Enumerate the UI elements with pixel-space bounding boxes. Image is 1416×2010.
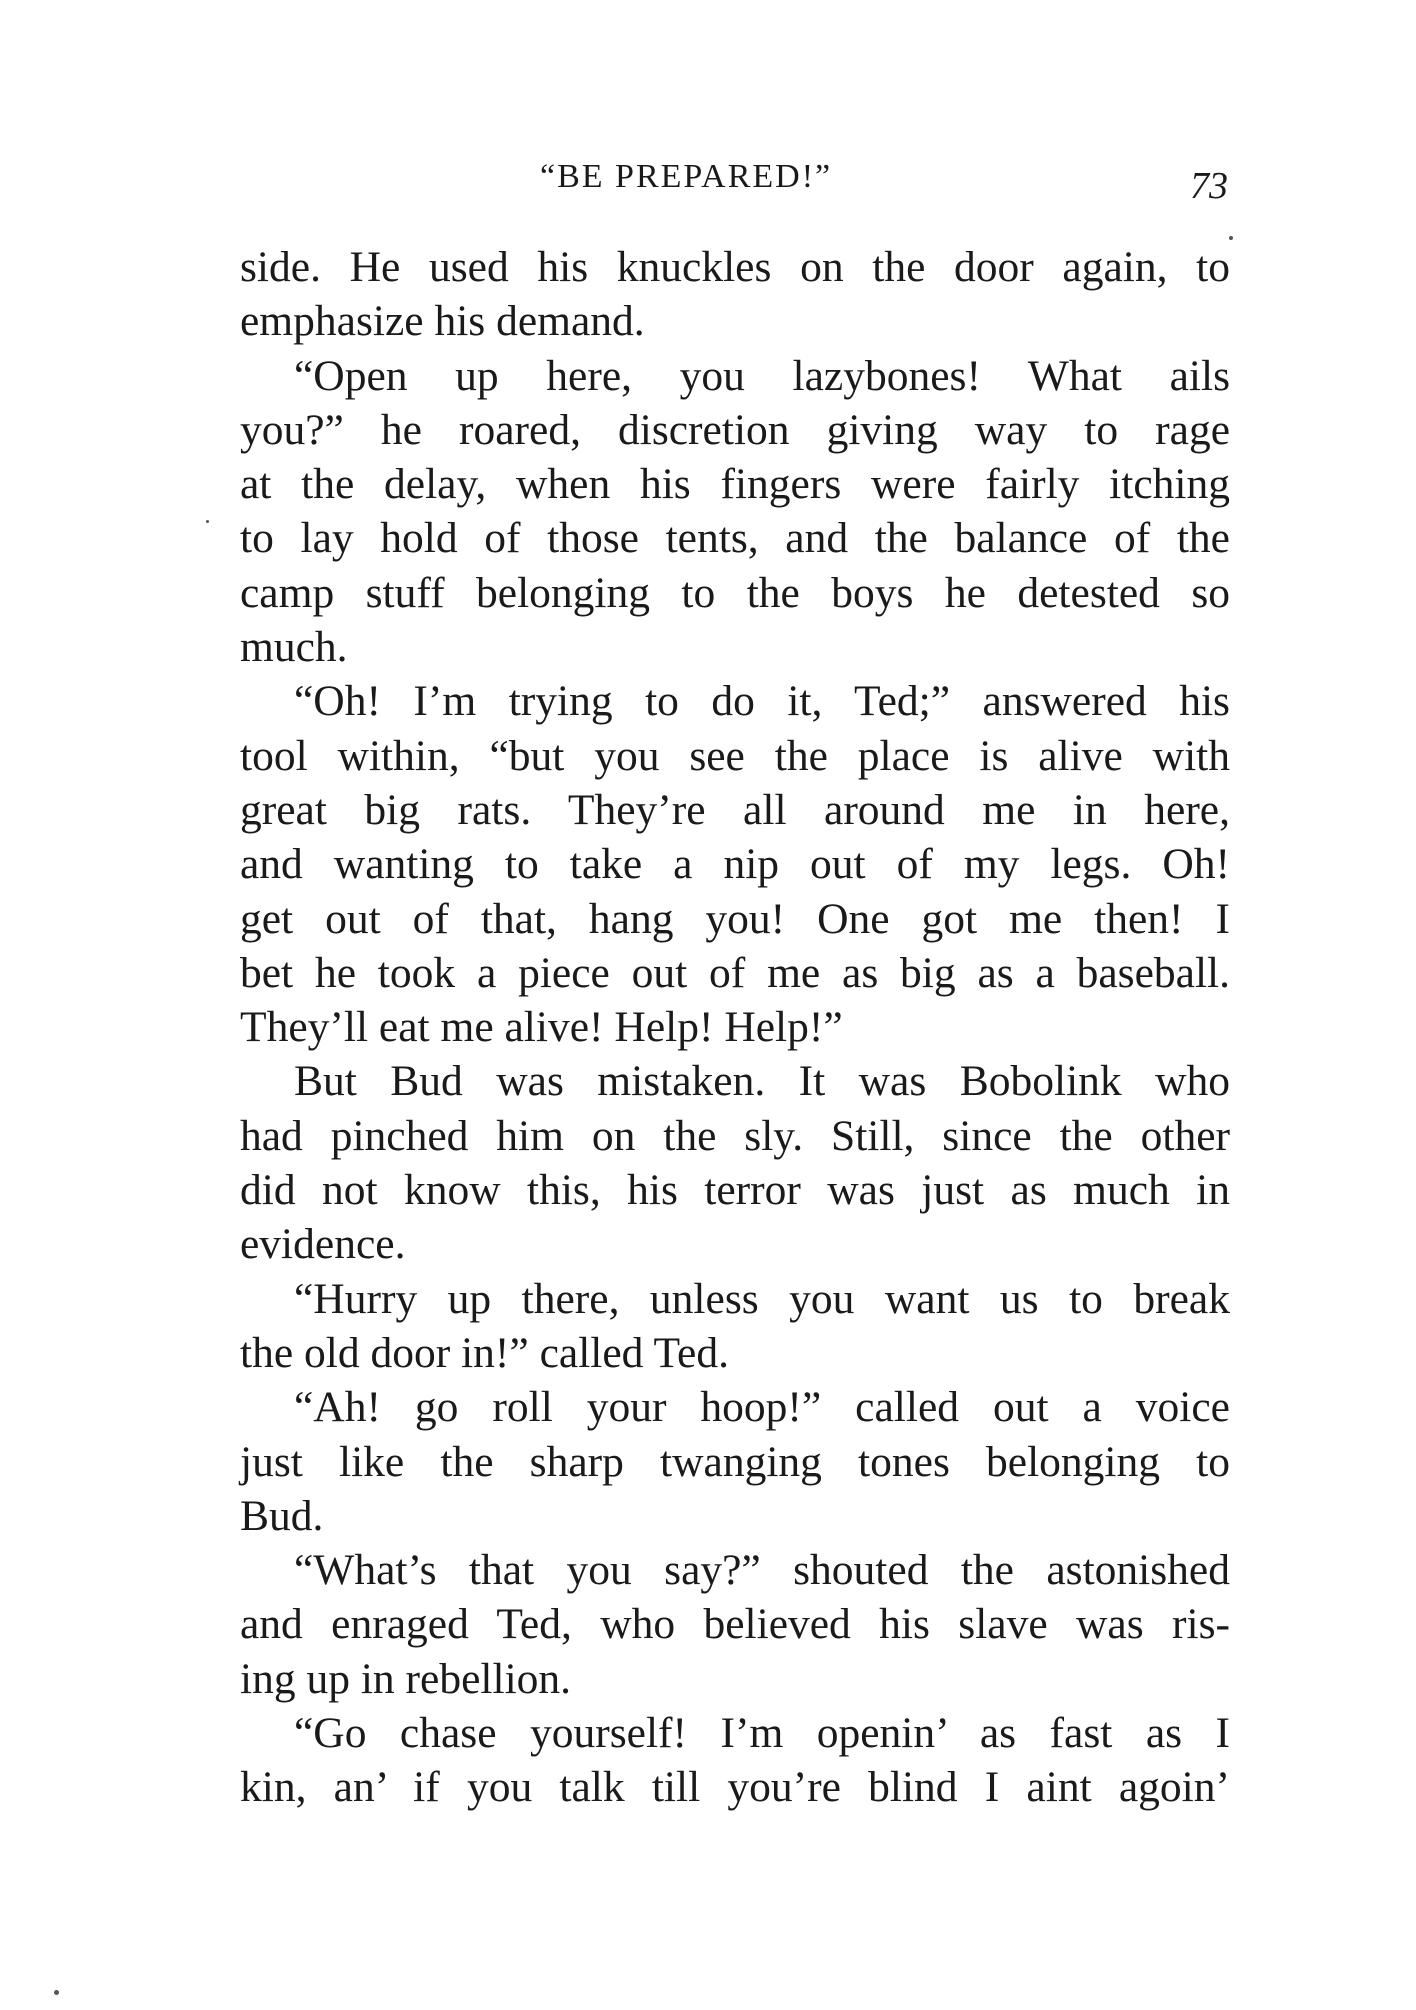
text-line: at the delay, when his fingers were fairly itching <box>240 460 1230 509</box>
text-line: much. <box>240 623 348 672</box>
text-line: ing up in rebellion. <box>240 1654 572 1703</box>
text-line: just like the sharp twanging tones belonging to <box>240 1437 1230 1486</box>
text-line: “Go chase yourself! I’m openin’ as fast as I <box>294 1709 1230 1758</box>
print-speck <box>54 1990 59 1995</box>
text-line: tool within, “but you see the place is alive with <box>240 731 1230 780</box>
print-speck <box>206 520 209 523</box>
text-line: evidence. <box>240 1220 406 1269</box>
text-line: did not know this, his terror was just as much in <box>240 1166 1230 1215</box>
text-line: “What’s that you say?” shouted the astonished <box>294 1546 1230 1595</box>
text-line: get out of that, hang you! One got me then! I <box>240 894 1230 943</box>
text-line: “Ah! go roll your hoop!” called out a voice <box>294 1383 1230 1432</box>
text-line: the old door in!” called Ted. <box>240 1328 729 1377</box>
text-line: you?” he roared, discretion giving way to rage <box>240 405 1230 454</box>
text-line: “Hurry up there, unless you want us to break <box>294 1274 1230 1323</box>
text-line: But Bud was mistaken. It was Bobolink who <box>294 1057 1230 1106</box>
text-line: emphasize his demand. <box>240 297 645 346</box>
text-line: “Open up here, you lazybones! What ails <box>294 351 1230 400</box>
page-header <box>0 158 1416 218</box>
print-speck <box>1229 236 1233 240</box>
text-line: They’ll eat me alive! Help! Help!” <box>240 1003 843 1052</box>
text-line: kin, an’ if you talk till you’re blind I aint agoin’ <box>240 1763 1230 1812</box>
text-line: bet he took a piece out of me as big as a baseball. <box>240 948 1230 997</box>
text-line: side. He used his knuckles on the door again, to <box>240 243 1230 291</box>
text-line: to lay hold of those tents, and the balance of the <box>240 514 1230 563</box>
text-line: camp stuff belonging to the boys he detested so <box>240 568 1230 617</box>
running-title: “BE PREPARED!” <box>540 158 833 195</box>
page-number: 73 <box>1190 165 1228 207</box>
text-line: great big rats. They’re all around me in here, <box>240 785 1230 834</box>
text-line: and enraged Ted, who believed his slave was ris- <box>240 1600 1230 1649</box>
text-line: “Oh! I’m trying to do it, Ted;” answered his <box>294 677 1230 726</box>
text-line: had pinched him on the sly. Still, since the other <box>240 1111 1230 1160</box>
body-text <box>240 240 1230 1815</box>
text-line: and wanting to take a nip out of my legs. Oh! <box>240 840 1230 889</box>
text-line: Bud. <box>240 1491 324 1540</box>
